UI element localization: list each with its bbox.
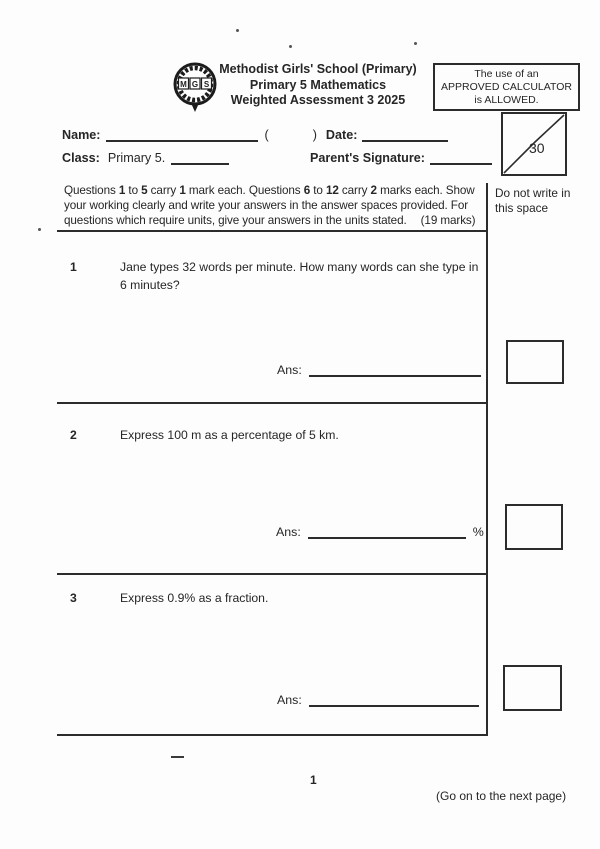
instructions-number: 1 [179, 184, 186, 197]
instructions-number: 1 [118, 184, 126, 197]
instructions-number: 6 [303, 184, 311, 197]
ans-label: Ans: [277, 693, 302, 707]
marking-box-q1 [506, 340, 564, 384]
instructions-segment: marks each. Show your working clearly and write your answers in the answer spaces provided. For questions which require units, give your answers in the units stated. [64, 184, 475, 228]
instructions-segment: carry [338, 184, 371, 197]
marking-box-q2 [505, 504, 563, 550]
answer-row-q1 [277, 362, 488, 377]
class-value: Primary 5. [107, 151, 166, 165]
marks-note: (19 marks) [420, 214, 476, 228]
paper-header [218, 62, 418, 109]
scan-artifact [38, 228, 41, 231]
date-label: Date: [325, 128, 358, 142]
class-row [62, 150, 229, 165]
section-divider [57, 734, 487, 736]
instructions-segment: to [310, 184, 326, 197]
class-field-line [171, 150, 229, 165]
total-marks: 30 [529, 140, 545, 156]
answer-line [309, 362, 481, 377]
crest-letter: S [203, 80, 210, 89]
paper-subject: Primary 5 Mathematics [249, 77, 387, 92]
name-label: Name: [62, 128, 101, 142]
answer-row-q2 [276, 524, 484, 539]
crest-letter: G [191, 80, 199, 89]
calculator-notice-line: is ALLOWED. [474, 93, 539, 106]
question-number: 3 [70, 591, 77, 605]
answer-column-rule [486, 183, 488, 736]
instructions-segment: Questions [64, 184, 119, 197]
instructions-text [64, 183, 484, 229]
marking-box-q3 [503, 665, 562, 711]
question-text: Express 0.9% as a fraction. [120, 591, 269, 605]
question-3 [70, 589, 480, 607]
question-2 [70, 426, 480, 444]
class-label: Class: [62, 151, 100, 165]
parent-signature-line [430, 150, 492, 165]
instructions-number: 5 [141, 184, 148, 197]
calculator-notice-line: APPROVED CALCULATOR [441, 80, 572, 93]
ans-label: Ans: [277, 363, 302, 377]
question-text: Jane types 32 words per minute. How many words can she type in 6 minutes? [120, 260, 479, 292]
school-name: Methodist Girls' School (Primary) [219, 62, 417, 76]
section-divider [57, 230, 487, 232]
calculator-notice-line: The use of an [474, 67, 539, 80]
parent-signature-row [310, 150, 492, 165]
scan-artifact [289, 45, 292, 48]
answer-line [308, 524, 466, 539]
instructions-number: 12 [325, 184, 339, 197]
question-text: Express 100 m as a percentage of 5 km. [120, 428, 339, 442]
date-field-line [362, 127, 448, 142]
score-box [501, 112, 567, 176]
calculator-notice-box [433, 63, 580, 111]
section-divider [57, 573, 487, 575]
index-paren-close: ) [312, 128, 317, 142]
instructions-number: 2 [370, 184, 377, 197]
scan-artifact [236, 29, 239, 32]
instructions-segment: to [125, 184, 142, 197]
page-number: 1 [310, 773, 317, 787]
question-1 [70, 258, 480, 294]
index-paren-open: ( [264, 128, 269, 142]
instructions-segment: carry [147, 184, 180, 197]
ans-label: Ans: [276, 525, 301, 539]
continue-note: (Go on to the next page) [436, 789, 567, 803]
crest-letter: M [180, 80, 187, 89]
answer-line [309, 692, 479, 707]
crest-stem [191, 103, 199, 112]
scan-artifact [414, 42, 417, 45]
question-number: 1 [70, 260, 77, 274]
name-date-row [62, 127, 448, 142]
school-crest-logo [172, 60, 218, 112]
answer-row-q3 [277, 692, 486, 707]
ans-unit: % [472, 525, 484, 539]
parent-signature-label: Parent's Signature: [310, 151, 425, 165]
do-not-write-note: Do not write in this space [495, 186, 571, 215]
name-field-line [106, 127, 258, 142]
section-divider [57, 402, 487, 404]
assessment-title: Weighted Assessment 3 2025 [230, 93, 406, 107]
question-number: 2 [70, 428, 77, 442]
scan-artifact [171, 756, 184, 758]
instructions-segment: mark each. Questions [185, 184, 304, 197]
